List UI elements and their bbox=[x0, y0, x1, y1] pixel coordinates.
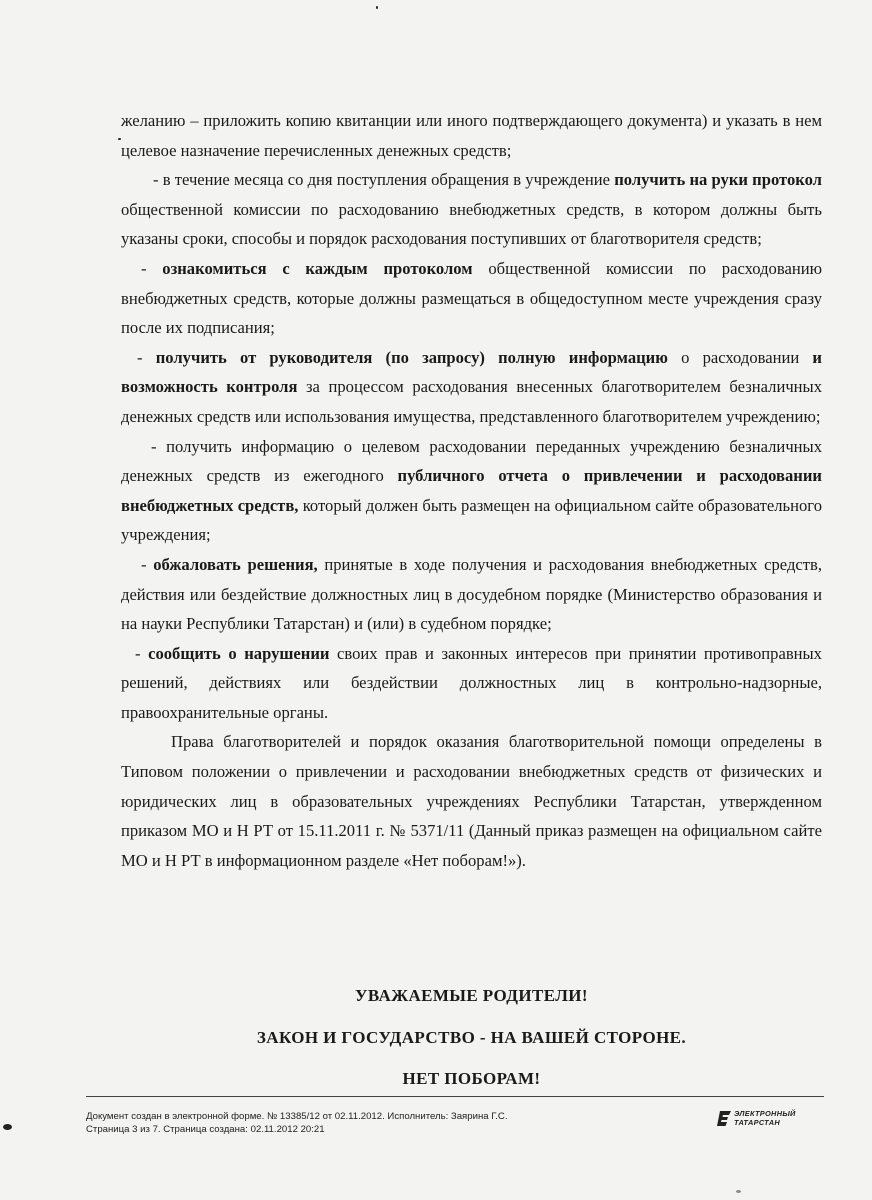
paragraph-4: - получить от руководителя (по запросу) полную информацию о расходовании и возможность контроля за процессом расходования внесенных благотворителем безналичных денежных средств или использования имущества, представленного благотворителем учреждению; bbox=[121, 347, 822, 426]
scan-speck bbox=[118, 138, 121, 140]
bold-phrase: публичного отчета о привлечении и расходовании внебюджетных средств, bbox=[121, 466, 822, 515]
paragraph-5: - получить информацию о целевом расходовании переданных учреждению безналичных денежных средств из ежегодного публичного отчета о привлечении и расходовании внебюджетных средств, который должен быть размещен на официальном сайте образовательного учреждения; bbox=[121, 436, 822, 545]
footer-divider bbox=[86, 1096, 824, 1097]
paragraph-7: - сообщить о нарушении своих прав и законных интересов при принятии противоправных решений, действиях или бездействии должностных лиц в контрольно-надзорные, правоохранительные органы. bbox=[121, 643, 822, 722]
scan-speck bbox=[736, 1190, 741, 1193]
bold-phrase: получить на руки протокол bbox=[614, 170, 822, 190]
bold-phrase: обжаловать решения, bbox=[153, 554, 318, 574]
electronic-tatarstan-logo bbox=[716, 1109, 816, 1133]
scan-speck bbox=[3, 1124, 12, 1130]
closing-heading-2: ЗАКОН И ГОСУДАРСТВО - НА ВАШЕЙ СТОРОНЕ. bbox=[256, 1028, 687, 1047]
footer-info bbox=[86, 1110, 508, 1136]
paragraph-3: - ознакомиться с каждым протоколом общественной комиссии по расходованию внебюджетных средств, которые должны размещаться в общедоступном месте учреждения сразу после их подписания; bbox=[121, 258, 822, 338]
bold-phrase: получить от руководителя (по запросу) полную информацию bbox=[155, 347, 668, 367]
paragraph-6: - обжаловать решения, принятые в ходе получения и расходования внебюджетных средств, действия или бездействие должностных лиц в досудебном порядке (Министерство образования и на науки Республики Татарстан) и (или) в судебном порядке; bbox=[121, 554, 822, 634]
closing-heading-3: НЕТ ПОБОРАМ! bbox=[402, 1069, 541, 1088]
footer-line-2: Страница 3 из 7. Страница создана: 02.11.2012 20:21 bbox=[86, 1124, 325, 1135]
paragraph-8: Права благотворителей и порядок оказания благотворительной помощи определены в Типовом положении о привлечении и расходовании внебюджетных средств от физических и юридических лиц в образовательных учреждениях Республики Татарстан, утвержденном приказом МО и Н РТ от 15.11.2011 г. № 5371/11 (Данный приказ размещен на официальном сайте МО и Н РТ в информационном разделе «Нет поборам!»). bbox=[121, 732, 822, 870]
scan-speck bbox=[376, 6, 378, 9]
footer-line-1: Документ создан в электронной форме. № 13385/12 от 02.11.2012. Исполнитель: Заярина Г.С. bbox=[86, 1111, 508, 1122]
closing-heading-1: УВАЖАЕМЫЕ РОДИТЕЛИ! bbox=[355, 986, 588, 1005]
paragraph-1: желанию – приложить копию квитанции или иного подтверждающего документа) и указать в нем целевое назначение перечисленных денежных средств; bbox=[121, 111, 822, 160]
bold-phrase: ознакомиться с каждым протоколом bbox=[162, 258, 473, 278]
bold-phrase: и возможность контроля bbox=[121, 347, 822, 397]
logo-icon bbox=[716, 1109, 732, 1129]
logo-text: ЭЛЕКТРОННЫЙ ТАТАРСТАН bbox=[734, 1109, 796, 1127]
bold-phrase: сообщить о нарушении bbox=[148, 643, 330, 663]
paragraph-2: - в течение месяца со дня поступления обращения в учреждение получить на руки протокол общественной комиссии по расходованию внебюджетных средств, в котором должны быть указаны сроки, способы и порядок расходования поступивших от благотворителя средств; bbox=[121, 170, 822, 249]
document-body bbox=[121, 106, 822, 875]
